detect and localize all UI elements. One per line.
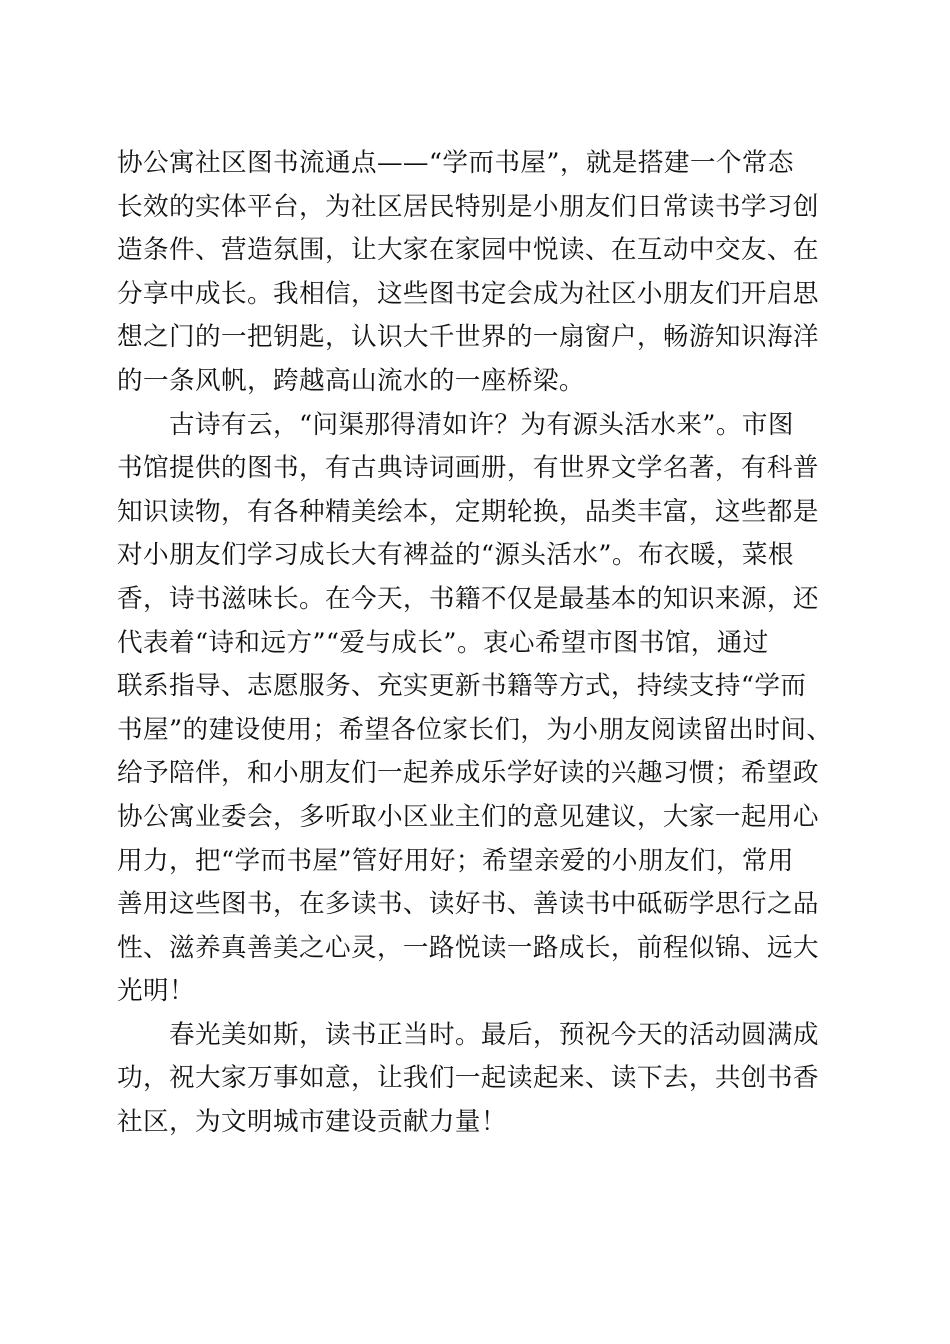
text-line: 社区，为文明城市建设贡献力量！ xyxy=(117,1107,507,1138)
text-line: 协公寓社区图书流通点——“学而书屋”，就是搭建一个常态 xyxy=(117,148,794,178)
text-line: 对小朋友们学习成长大有裨益的“源头活水”。布衣暖，菜根 xyxy=(117,540,794,571)
text-line: 造条件、营造氛围，让大家在家园中悦读、在互动中交友、在 xyxy=(117,235,819,266)
text-line: 代表着“诗和远方”“爱与成长”。衷心希望市图书馆，通过 xyxy=(117,627,769,658)
paragraph-1 xyxy=(117,142,833,404)
text-line: 书馆提供的图书，有古典诗词画册，有世界文学名著，有科普 xyxy=(117,453,819,484)
text-line: 想之门的一把钥匙，认识大千世界的一扇窗户，畅游知识海洋 xyxy=(117,322,819,353)
text-line: 给予陪伴，和小朋友们一起养成乐学好读的兴趣习惯；希望政 xyxy=(117,758,819,789)
text-line: 分享中成长。我相信，这些图书定会成为社区小朋友们开启思 xyxy=(117,278,819,309)
text-line: 联系指导、志愿服务、充实更新书籍等方式，持续支持“学而 xyxy=(117,671,807,702)
text-line: 古诗有云，“问渠那得清如许？为有源头活水来”。市图 xyxy=(169,409,794,440)
text-line: 用力，把“学而书屋”管好用好；希望亲爱的小朋友们，常用 xyxy=(117,845,794,876)
text-line: 书屋”的建设使用；希望各位家长们，为小朋友阅读留出时间、 xyxy=(117,714,833,745)
text-line: 性、滋养真善美之心灵，一路悦读一路成长，前程似锦、远大 xyxy=(117,932,819,963)
text-line: 功，祝大家万事如意，让我们一起读起来、读下去，共创书香 xyxy=(117,1063,819,1094)
text-line: 的一条风帆，跨越高山流水的一座桥梁。 xyxy=(117,365,585,396)
text-line: 春光美如斯，读书正当时。最后，预祝今天的活动圆满成 xyxy=(169,1019,819,1050)
text-line: 协公寓业委会，多听取小区业主们的意见建议，大家一起用心 xyxy=(117,801,819,832)
text-line: 香，诗书滋味长。在今天，书籍不仅是最基本的知识来源，还 xyxy=(117,583,819,614)
text-line: 长效的实体平台，为社区居民特别是小朋友们日常读书学习创 xyxy=(117,191,819,222)
paragraph-2 xyxy=(117,404,833,1014)
text-line: 善用这些图书，在多读书、读好书、善读书中砥砺学思行之品 xyxy=(117,889,819,920)
document-body xyxy=(117,142,833,1145)
text-line: 知识读物，有各种精美绘本，定期轮换，品类丰富，这些都是 xyxy=(117,496,819,527)
paragraph-3 xyxy=(117,1014,833,1145)
text-line: 光明！ xyxy=(117,976,195,1007)
